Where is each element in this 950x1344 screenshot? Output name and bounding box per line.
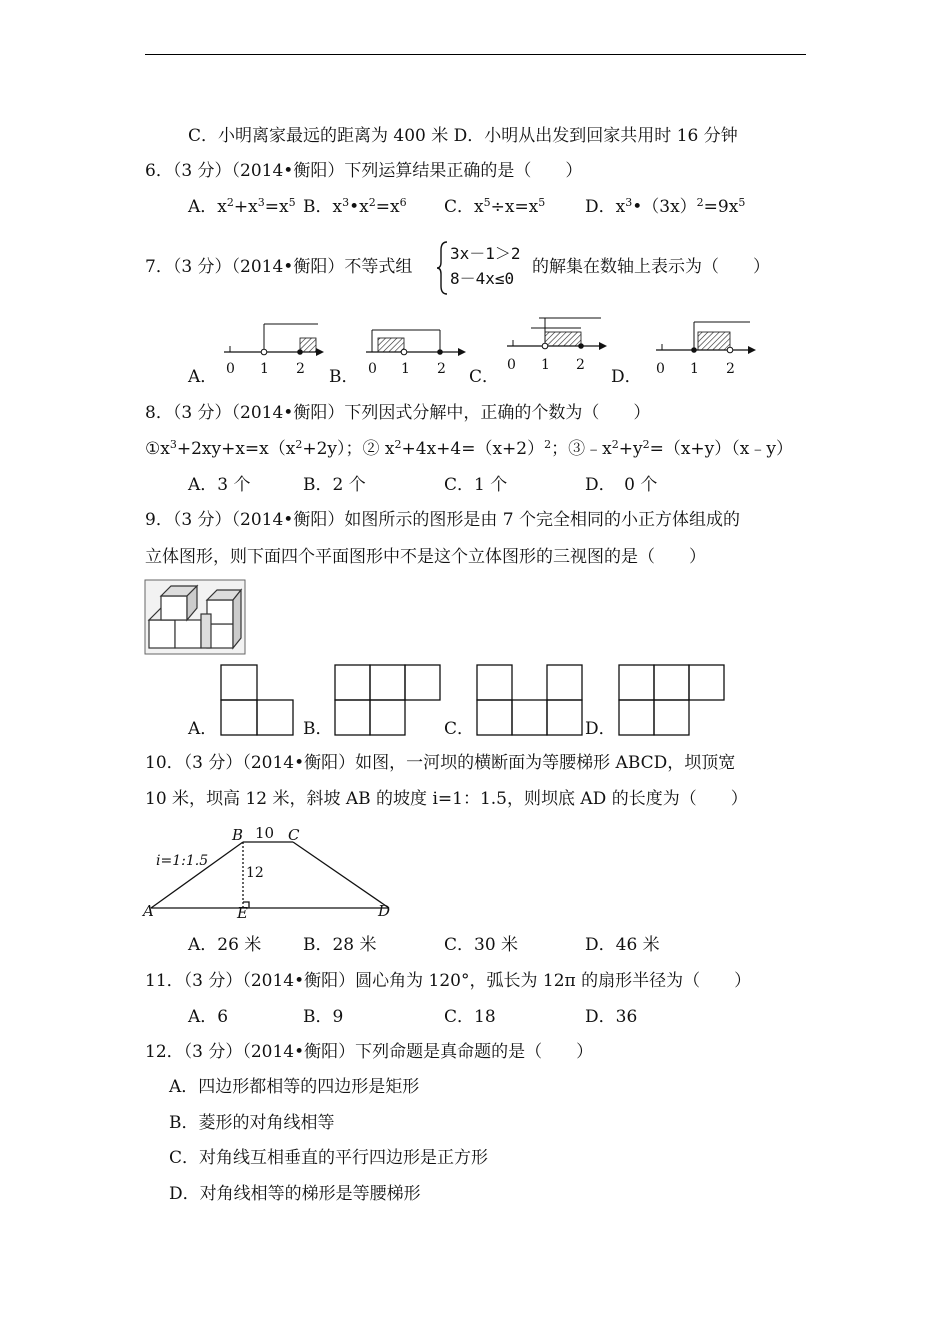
- q8-option-d: D． 0 个: [585, 475, 658, 495]
- q12-option-a: A．四边形都相等的四边形是矩形: [169, 1077, 420, 1097]
- q6-option-b: B．$x^3•x^2=x^6$: [303, 196, 407, 217]
- q7-a-tick-1: 1: [260, 361, 269, 377]
- q6-option-c: C．$x^5\div x=x^5$: [444, 196, 546, 217]
- header-rule: [145, 54, 806, 55]
- q9-option-c-figure: [476, 664, 584, 736]
- q7-d-tick-1: 1: [690, 361, 699, 377]
- q9-option-c-label: C．: [444, 719, 475, 739]
- q10-option-d: D．46 米: [585, 935, 660, 955]
- q8-stem: 8．（3 分）（2014•衡阳）下列因式分解中，正确的个数为（ ）: [145, 403, 651, 423]
- q10-label-d: D: [378, 902, 391, 920]
- q10-label-e: E: [237, 904, 248, 922]
- q7-c-tick-2: 2: [576, 357, 585, 373]
- q8-items: $①x^3+2xy+x=x(x^2+2y)$；② $x^2+4x+4=(x+2)^2$；$③﹣x^2+y^2=(x+y)(x﹣y)$: [145, 438, 793, 459]
- q10-label-top: 10: [255, 824, 275, 842]
- q7-option-d-label: D．: [611, 367, 642, 387]
- q6-option-a: A．$x^2+x^3=x^5$: [188, 196, 296, 217]
- q8-option-a: A．3 个: [188, 475, 251, 495]
- q7-c-tick-1: 1: [541, 357, 550, 373]
- q10-stem-1: 10．（3 分）（2014•衡阳）如图，一河坝的横断面为等腰梯形 ABCD，坝顶宽: [145, 753, 736, 773]
- q7-d-tick-2: 2: [726, 361, 735, 377]
- q9-stem-1: 9．（3 分）（2014•衡阳）如图所示的图形是由 7 个完全相同的小正方体组成的: [145, 510, 740, 530]
- q7-numberline-d: [652, 314, 762, 378]
- q8-option-c: C．1 个: [444, 475, 508, 495]
- q7-brace: [437, 240, 449, 296]
- q9-option-a-figure: [220, 664, 294, 736]
- q12-option-d: D．对角线相等的梯形是等腰梯形: [169, 1184, 421, 1204]
- q7-inequality-1: 3x－1＞2: [450, 244, 521, 263]
- q5-options-line: C．小明离家最远的距离为 400 米 D．小明从出发到回家共用时 16 分钟: [188, 126, 738, 146]
- q9-stem-2: 立体图形，则下面四个平面图形中不是这个立体图形的三视图的是（ ）: [145, 547, 706, 567]
- q11-option-c: C．18: [444, 1007, 496, 1027]
- q7-option-a-label: A．: [188, 367, 218, 387]
- q9-option-b-label: B．: [303, 719, 333, 739]
- q9-option-b-figure: [334, 664, 442, 736]
- q10-stem-2: 10 米，坝高 12 米，斜坡 AB 的坡度 i=1：1.5，则坝底 AD 的长度为（ ）: [145, 789, 748, 809]
- q7-c-tick-0: 0: [507, 357, 516, 373]
- q7-b-tick-0: 0: [368, 361, 377, 377]
- q7-b-tick-1: 1: [401, 361, 410, 377]
- q6-stem: 6．（3 分）（2014•衡阳）下列运算结果正确的是（ ）: [145, 161, 583, 181]
- q7-stem-pre: 7．（3 分）（2014•衡阳）不等式组: [145, 257, 413, 277]
- q7-numberline-b: [362, 316, 472, 380]
- q7-numberline-a: [220, 316, 330, 380]
- q12-option-b: B．菱形的对角线相等: [169, 1113, 335, 1133]
- q9-option-a-label: A．: [188, 719, 218, 739]
- q7-option-c-label: C．: [469, 367, 500, 387]
- q7-stem-post: 的解集在数轴上表示为（ ）: [532, 257, 770, 277]
- q7-option-b-label: B．: [329, 367, 359, 387]
- q9-solid-figure: [145, 580, 245, 654]
- q10-label-slope: i=1:1.5: [156, 853, 209, 869]
- q10-label-height: 12: [246, 865, 264, 881]
- q7-a-tick-0: 0: [226, 361, 235, 377]
- q9-option-d-label: D．: [585, 719, 616, 739]
- q11-stem: 11．（3 分）（2014•衡阳）圆心角为 120°，弧长为 12π 的扇形半径为（ ）: [145, 971, 752, 991]
- q10-option-a: A．26 米: [188, 935, 262, 955]
- q10-label-c: C: [288, 826, 300, 844]
- q6-option-d: D．$x^3•(3x)^2=9x^5$: [585, 196, 746, 217]
- q7-d-tick-0: 0: [656, 361, 665, 377]
- q10-option-c: C．30 米: [444, 935, 519, 955]
- q10-label-b: B: [232, 826, 244, 844]
- q8-option-b: B．2 个: [303, 475, 366, 495]
- q7-a-tick-2: 2: [296, 361, 305, 377]
- q10-label-a: A: [143, 902, 154, 920]
- q11-option-d: D．36: [585, 1007, 638, 1027]
- q7-numberline-c: [503, 310, 613, 374]
- q11-option-b: B．9: [303, 1007, 344, 1027]
- q12-option-c: C．对角线互相垂直的平行四边形是正方形: [169, 1148, 489, 1168]
- q9-option-d-figure: [618, 664, 726, 736]
- q7-inequality-2: 8－4x≤0: [450, 269, 515, 288]
- q7-b-tick-2: 2: [437, 361, 446, 377]
- q11-option-a: A．6: [188, 1007, 229, 1027]
- q12-stem: 12．（3 分）（2014•衡阳）下列命题是真命题的是（ ）: [145, 1042, 594, 1062]
- q10-option-b: B．28 米: [303, 935, 377, 955]
